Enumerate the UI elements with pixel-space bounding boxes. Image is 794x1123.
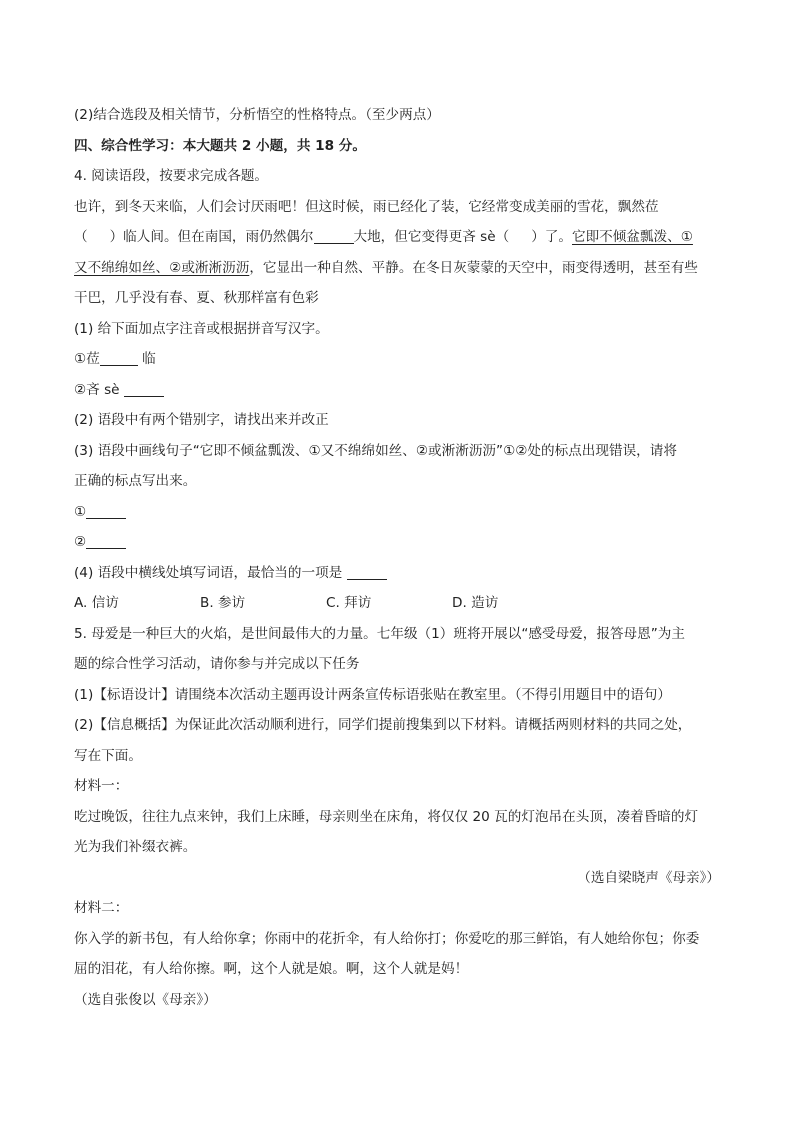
- q5-sub2-line-1: (2)【信息概括】为保证此次活动顺利进行，同学们提前搜集到以下材料。请概括两则材料的共同之处，: [74, 717, 692, 733]
- option-d[interactable]: D. 造访: [452, 595, 499, 611]
- question-text: (4) 语段中横线处填写词语，最恰当的一项是: [74, 564, 347, 581]
- q4-sub3-line-1: (3) 语段中画线句子“它即不倾盆瓢泼、①又不绵绵如丝、②或淅淅沥沥”①②处的标点出现错误，请将: [74, 442, 677, 459]
- char-label: 临: [137, 351, 156, 367]
- q5-line-1: 5. 母爱是一种巨大的火焰，是世间最伟大的力量。七年级（1）班将开展以“感受母爱，报答母恩”为主: [74, 625, 685, 642]
- q4-options: [74, 588, 720, 619]
- material-2-line-2: 屈的泪花，有人给你擦。啊，这个人就是娘。啊，这个人就是妈！: [74, 961, 469, 977]
- material-1-title: 材料一：: [74, 778, 129, 794]
- q4-sub1: (1) 给下面加点字注音或根据拼音写汉字。: [74, 320, 329, 337]
- passage-text: ，它显出一种自然、平静。在冬日灰蒙蒙的天空中，雨变得透明，甚至有些: [249, 259, 698, 276]
- answer-label: ①: [74, 503, 87, 520]
- option-a[interactable]: A. 信访: [74, 595, 119, 611]
- q3-sub2: (2)结合选段及相关情节，分析悟空的性格特点。（至少两点）: [74, 107, 440, 123]
- answer-blank[interactable]: [124, 381, 164, 397]
- q4-sub3-answer-1: [74, 497, 720, 528]
- q4-sub1-a: [74, 344, 720, 375]
- material-2-title: 材料二：: [74, 900, 129, 916]
- answer-blank[interactable]: [86, 503, 126, 519]
- char-label: ②吝 sè: [74, 381, 124, 398]
- underlined-sentence-part-1: 它即不倾盆瓢泼、①: [572, 229, 693, 245]
- passage-text: ）了。: [531, 229, 572, 245]
- q4-passage-line-2: [74, 222, 720, 253]
- material-1-line-2: 光为我们补缀衣裤。: [74, 839, 197, 855]
- q4-sub3-line-2: 正确的标点写出来。: [74, 473, 197, 489]
- answer-blank[interactable]: [86, 533, 126, 549]
- q5-sub1: (1)【标语设计】请围绕本次活动主题再设计两条宣传标语张贴在教室里。（不得引用题目中的语句）: [74, 686, 671, 703]
- word-blank[interactable]: [314, 228, 354, 244]
- material-1-source: （选自梁晓声《母亲》）: [577, 869, 720, 886]
- option-b[interactable]: B. 参访: [200, 595, 246, 611]
- answer-blank[interactable]: [100, 350, 138, 366]
- char-label: ①莅: [74, 351, 100, 367]
- q4-passage-line-3: [74, 253, 720, 284]
- material-2-line-1: 你入学的新书包，有人给你拿；你雨中的花折伞，有人给你打；你爱吃的那三鲜馅，有人她给你包；你委: [74, 930, 700, 947]
- underlined-sentence-part-2: 又不绵绵如丝、②或淅淅沥沥: [74, 259, 250, 276]
- passage-text: ）临人间。但在南国，雨仍然偶尔: [109, 229, 314, 245]
- q4-sub1-b: [74, 375, 720, 406]
- section-4-heading: 四、综合性学习：本大题共 2 小题，共 18 分。: [74, 137, 366, 154]
- material-1-line-1: 吃过晚饭，往往九点来钟，我们上床睡，母亲则坐在床角，将仅仅 20 瓦的灯泡吊在头顶，凑着昏暗的灯: [74, 808, 699, 825]
- passage-text: 大地，但它变得更吝 sè（: [353, 229, 510, 245]
- q4-stem: 4. 阅读语段，按要求完成各题。: [74, 168, 269, 184]
- answer-blank[interactable]: [347, 564, 387, 580]
- q4-passage-line-1: 也许，到冬天来临，人们会讨厌雨吧！但这时候，雨已经化了装，它经常变成美丽的雪花，飘然莅: [74, 198, 659, 215]
- q4-passage-line-4: 干巴，几乎没有春、夏、秋那样富有色彩: [74, 290, 319, 306]
- q4-sub2: (2) 语段中有两个错别字，请找出来并改正: [74, 412, 329, 428]
- paren-open: （: [74, 229, 88, 245]
- q4-sub3-answer-2: [74, 527, 720, 558]
- exam-page: [74, 100, 720, 1015]
- q5-sub2-line-2: 写在下面。: [74, 747, 142, 764]
- option-c[interactable]: C. 拜访: [326, 595, 372, 611]
- answer-label: ②: [74, 534, 87, 550]
- q5-line-2: 题的综合性学习活动，请你参与并完成以下任务: [74, 656, 360, 672]
- q4-sub4: [74, 558, 720, 589]
- material-2-source: （选自张俊以《母亲》）: [74, 991, 217, 1008]
